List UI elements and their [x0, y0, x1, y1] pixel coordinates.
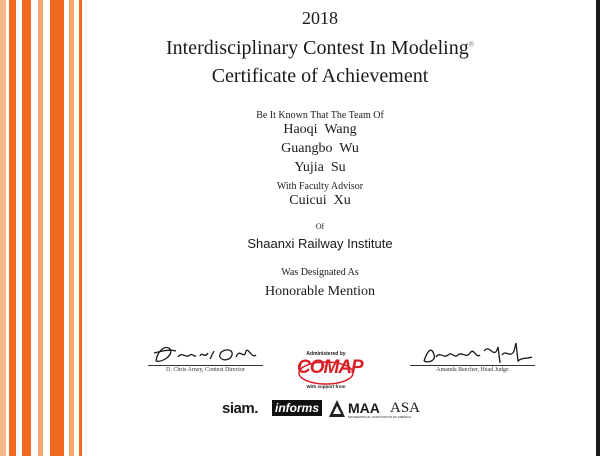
support-label: With support from: [306, 384, 346, 389]
stripe: [69, 0, 74, 456]
informs-logo: [272, 401, 322, 415]
director-caption: D. Chris Arney, Contest Director: [166, 367, 245, 373]
team-member: Guangbo Wu: [281, 141, 359, 156]
registered-mark: ®: [468, 40, 475, 49]
director-signature: [148, 343, 263, 365]
judge-signature: [410, 341, 535, 365]
contest-name: Interdisciplinary Contest In Modeling: [165, 37, 469, 59]
year: 2018: [302, 8, 338, 28]
stripe: [79, 0, 82, 456]
faculty-advisor-label: With Faculty Advisor: [276, 181, 364, 192]
judge-caption: Amanda Beecher, Head Judge: [436, 367, 509, 373]
comap-wordmark: COMAP: [297, 357, 363, 378]
advisor-name: Cuicui Xu: [289, 193, 351, 208]
award-name: Honorable Mention: [264, 284, 376, 299]
stripe: [38, 0, 43, 456]
of-label: Of: [315, 222, 325, 231]
stripe: [0, 0, 6, 456]
informs-wordmark: informs: [272, 400, 322, 416]
maa-emblem-icon: [328, 399, 346, 419]
institution-name: Shaanxi Railway Institute: [247, 236, 393, 251]
sponsor-logos: [222, 398, 422, 420]
team-member: Haoqi Wang: [283, 122, 357, 137]
maa-tagline: MATHEMATICAL ASSOCIATION OF AMERICA: [348, 415, 412, 419]
stripe: [50, 0, 64, 456]
contest-title: [100, 37, 540, 60]
right-border: [596, 0, 600, 456]
signature-line: [410, 365, 535, 366]
maa-wordmark: MAA: [348, 400, 380, 416]
administered-by-label: Administered by: [306, 351, 346, 357]
designated-label: Was Designated As: [281, 267, 359, 278]
orange-stripe-border: [0, 0, 90, 456]
comap-logo: [295, 351, 363, 393]
asa-logo: ASA: [390, 400, 421, 416]
stripe: [22, 0, 31, 456]
stripe: [9, 0, 16, 456]
team-member: Yujia Su: [294, 160, 346, 175]
signature-line: [148, 365, 263, 366]
certificate-title: Certificate of Achievement: [211, 65, 429, 87]
siam-logo: siam.: [222, 400, 258, 417]
be-it-known-text: Be It Known That The Team Of: [256, 110, 384, 121]
